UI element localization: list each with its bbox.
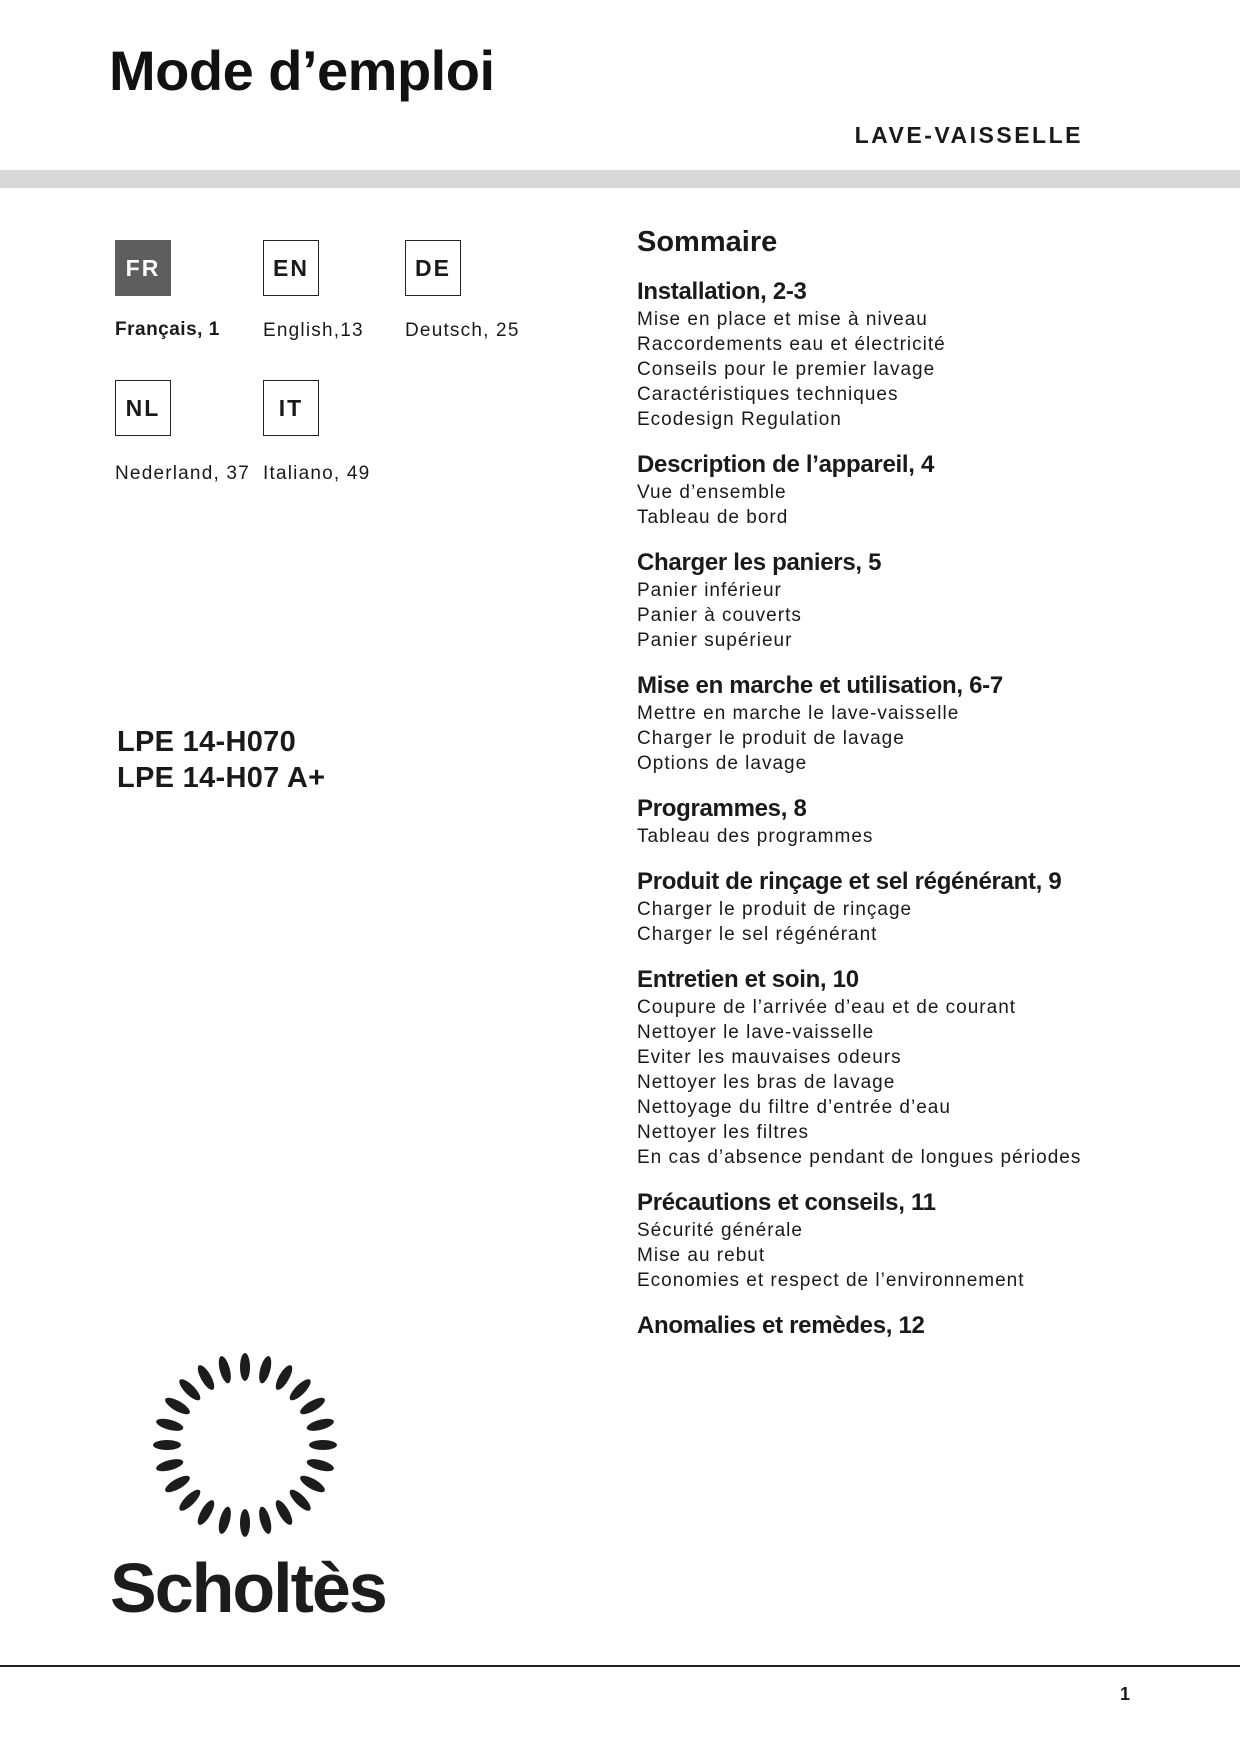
sun-ray [287, 1487, 314, 1514]
toc-subitem[interactable]: Panier inférieur [637, 580, 782, 601]
toc-subitem[interactable]: Vue d’ensemble [637, 482, 787, 503]
toc-section [637, 548, 1197, 653]
toc-section [637, 1311, 1197, 1341]
lang-caption-it: Italiano, 49 [263, 463, 371, 484]
toc-subitem[interactable]: Mettre en marche le lave-vaisselle [637, 703, 960, 724]
toc-section [637, 965, 1197, 1170]
sun-ray [257, 1505, 274, 1535]
toc-section-heading[interactable]: Mise en marche et utilisation, 6-7 [637, 672, 1003, 699]
toc-sections [637, 277, 1197, 1341]
sun-ray [240, 1509, 250, 1537]
lang-code: IT [278, 394, 304, 421]
brand-logo-text: Scholtès [110, 1549, 386, 1627]
toc-section-heading[interactable]: Produit de rinçage et sel régénérant, 9 [637, 868, 1062, 895]
sun-ray [305, 1457, 335, 1474]
toc-section-heading[interactable]: Programmes, 8 [637, 795, 807, 822]
toc-subitem[interactable]: Tableau de bord [637, 507, 789, 528]
toc-subitem[interactable]: Caractéristiques techniques [637, 384, 899, 405]
sun-ray [195, 1498, 218, 1527]
toc-subitem[interactable]: Ecodesign Regulation [637, 409, 842, 430]
model-list [117, 724, 325, 796]
toc-section-heading[interactable]: Charger les paniers, 5 [637, 549, 882, 576]
sun-ray [273, 1363, 296, 1392]
sun-ray [155, 1416, 185, 1433]
lang-caption-de: Deutsch, 25 [405, 320, 520, 341]
footer-divider [0, 1665, 1240, 1667]
sun-ray [216, 1505, 233, 1535]
toc-section [637, 671, 1197, 776]
toc-section [637, 867, 1197, 947]
sun-ray [298, 1395, 327, 1418]
sun-ray [287, 1376, 314, 1403]
model-name: LPE 14-H070 [117, 726, 296, 758]
toc-subitem[interactable]: Nettoyer le lave-vaisselle [637, 1022, 875, 1043]
lang-caption-en: English,13 [263, 320, 364, 341]
lang-code: EN [273, 254, 309, 281]
header-divider-band [0, 170, 1240, 188]
toc-subitem[interactable]: Conseils pour le premier lavage [637, 359, 936, 380]
sun-ray [216, 1355, 233, 1385]
toc-subitem[interactable]: Mise au rebut [637, 1245, 766, 1266]
toc-subitem[interactable]: Charger le sel régénérant [637, 924, 878, 945]
toc-title: Sommaire [637, 226, 778, 258]
document-title: Mode d’emploi [109, 39, 495, 102]
toc-subitem[interactable]: Sécurité générale [637, 1220, 803, 1241]
toc-subitem[interactable]: Options de lavage [637, 753, 808, 774]
sun-ray [309, 1440, 337, 1450]
sun-ray [298, 1473, 327, 1496]
lang-tab-fr[interactable] [115, 240, 171, 296]
toc-subitem[interactable]: Panier à couverts [637, 605, 802, 626]
sun-ray [257, 1355, 274, 1385]
toc-subitem[interactable]: Eviter les mauvaises odeurs [637, 1047, 902, 1068]
toc-section-heading[interactable]: Précautions et conseils, 11 [637, 1189, 936, 1216]
toc-subitem[interactable]: Coupure de l’arrivée d’eau et de courant [637, 997, 1017, 1018]
toc-section [637, 450, 1197, 530]
toc-subitem[interactable]: Economies et respect de l’environnement [637, 1270, 1025, 1291]
toc-subitem[interactable]: Panier supérieur [637, 630, 793, 651]
toc-section-heading[interactable]: Description de l’appareil, 4 [637, 451, 935, 478]
product-category: LAVE-VAISSELLE [854, 122, 1083, 148]
lang-code: NL [125, 394, 161, 421]
sun-burst-icon [140, 1345, 350, 1545]
sun-ray [163, 1473, 192, 1496]
sun-ray [155, 1457, 185, 1474]
toc-subitem[interactable]: Charger le produit de lavage [637, 728, 905, 749]
sun-ray [176, 1487, 203, 1514]
lang-tab-it[interactable] [263, 380, 319, 436]
sun-ray [305, 1416, 335, 1433]
sun-ray [273, 1498, 296, 1527]
sun-ray [153, 1440, 181, 1450]
toc-subitem[interactable]: Raccordements eau et électricité [637, 334, 946, 355]
toc-section-heading[interactable]: Entretien et soin, 10 [637, 966, 859, 993]
sun-ray [195, 1363, 218, 1392]
toc-section-heading[interactable]: Installation, 2-3 [637, 278, 807, 305]
sun-ray [240, 1353, 250, 1381]
lang-code: FR [125, 254, 161, 281]
toc-subitem[interactable]: Tableau des programmes [637, 826, 874, 847]
toc-subitem[interactable]: Mise en place et mise à niveau [637, 309, 928, 330]
toc-subitem[interactable]: Nettoyer les filtres [637, 1122, 810, 1143]
toc-subitem[interactable]: En cas d’absence pendant de longues périodes [637, 1147, 1082, 1168]
model-name: LPE 14-H07 A+ [117, 762, 326, 794]
toc-subitem[interactable]: Charger le produit de rinçage [637, 899, 913, 920]
sun-ray [163, 1395, 192, 1418]
lang-tab-nl[interactable] [115, 380, 171, 436]
lang-code: DE [415, 254, 451, 281]
page-number: 1 [1120, 1684, 1131, 1704]
lang-caption-fr: Français, 1 [115, 319, 220, 340]
toc-section [637, 794, 1197, 849]
lang-tab-en[interactable] [263, 240, 319, 296]
table-of-contents [637, 226, 1197, 1359]
toc-section [637, 277, 1197, 432]
toc-subitem[interactable]: Nettoyage du filtre d’entrée d’eau [637, 1097, 951, 1118]
toc-subitem[interactable]: Nettoyer les bras de lavage [637, 1072, 896, 1093]
toc-section-heading[interactable]: Anomalies et remèdes, 12 [637, 1312, 925, 1339]
lang-caption-nl: Nederland, 37 [115, 463, 250, 484]
toc-section [637, 1188, 1197, 1293]
lang-tab-de[interactable] [405, 240, 461, 296]
sun-ray [176, 1376, 203, 1403]
